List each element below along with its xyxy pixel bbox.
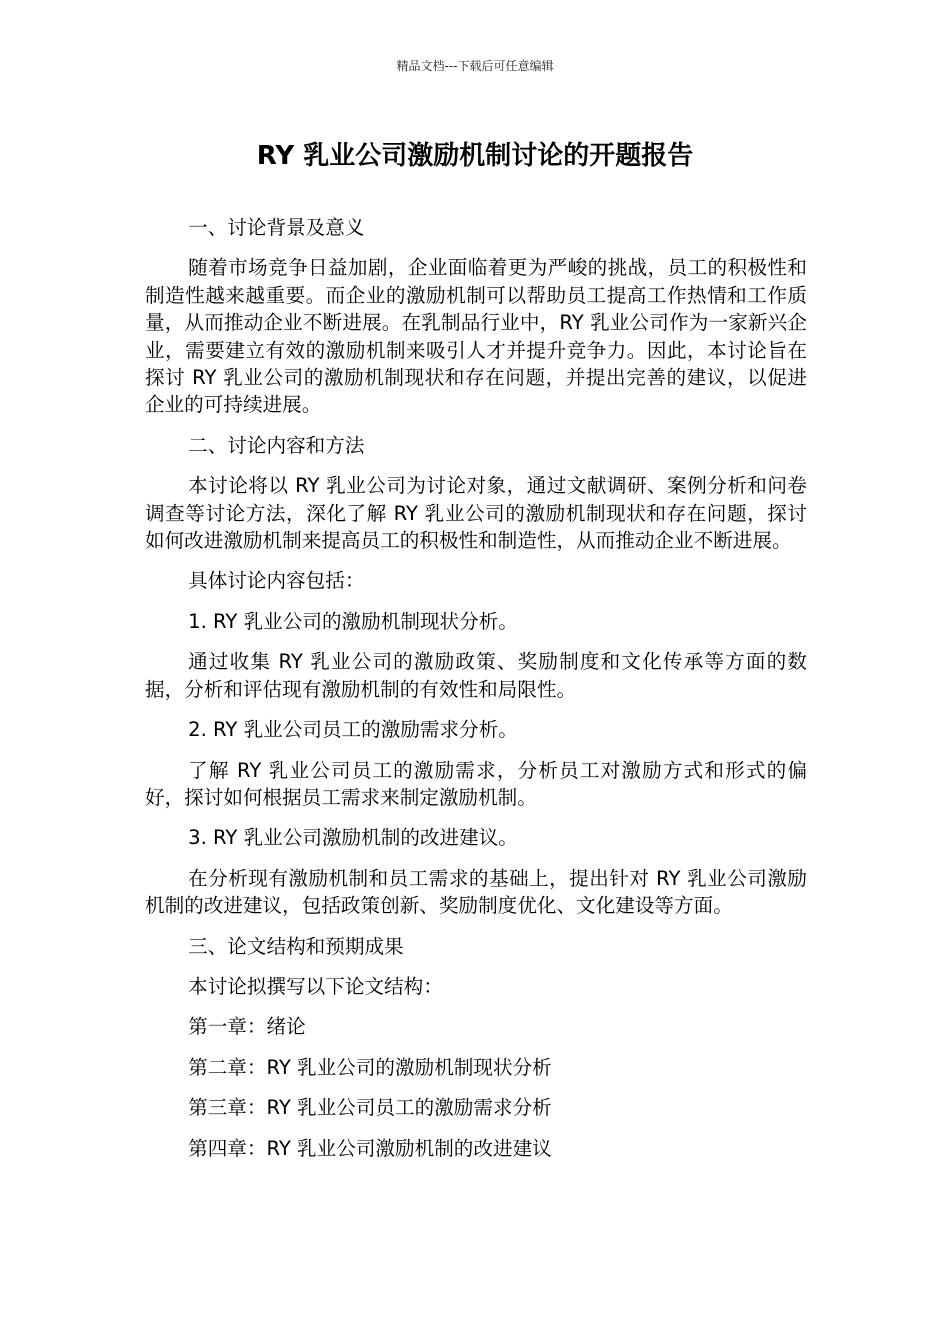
chapter-3: 第三章：RY 乳业公司员工的激励需求分析 xyxy=(188,1096,552,1120)
list-item-1: 1. RY 乳业公司的激励机制现状分析。 xyxy=(188,609,518,633)
document-body xyxy=(145,214,807,1175)
paragraph-item-3: 在分析现有激励机制和员工需求的基础上，提出针对 RY 乳业公司激励机制的改进建议，包括政策创新、奖励制度优化、文化建设等方面。 xyxy=(145,866,807,918)
document-title: RY 乳业公司激励机制讨论的开题报告 xyxy=(256,141,694,171)
paragraph-background: 随着市场竞争日益加剧，企业面临着更为严峻的挑战，员工的积极性和制造性越来越重要。而企业的激励机制可以帮助员工提高工作热情和工作质量，从而推动企业不断进展。在乳制品行业中，RY 乳业公司作为一家新兴企业，需要建立有效的激励机制来吸引人才并提升竞争力。因此，本讨论旨在探讨 RY 乳业公司的激励机制现状和存在问题，并提出完善的建议，以促进企业的可持续进展。 xyxy=(145,256,807,417)
structure-intro: 本讨论拟撰写以下论文结构： xyxy=(188,974,443,998)
section-heading-background: 一、讨论背景及意义 xyxy=(188,216,365,239)
page-header: 精品文档---下载后可任意编辑 xyxy=(396,59,554,73)
chapter-1: 第一章：绪论 xyxy=(188,1015,306,1039)
chapter-2: 第二章：RY 乳业公司的激励机制现状分析 xyxy=(188,1055,552,1079)
paragraph-item-1: 通过收集 RY 乳业公司的激励政策、奖励制度和文化传承等方面的数据，分析和评估现有激励机制的有效性和局限性。 xyxy=(145,650,807,701)
list-item-2: 2. RY 乳业公司员工的激励需求分析。 xyxy=(188,718,518,742)
chapter-4: 第四章：RY 乳业公司激励机制的改进建议 xyxy=(188,1136,552,1160)
paragraph-content-method: 本讨论将以 RY 乳业公司为讨论对象，通过文献调研、案例分析和问卷调查等讨论方法，深化了解 RY 乳业公司的激励机制现状和存在问题，探讨如何改进激励机制来提高员工的积极性和制造性，从而推动企业不断进展。 xyxy=(145,474,807,553)
subheading-specific-content: 具体讨论内容包括： xyxy=(188,569,365,593)
section-heading-content-method: 二、讨论内容和方法 xyxy=(188,433,365,457)
paragraph-item-2: 了解 RY 乳业公司员工的激励需求，分析员工对激励方式和形式的偏好，探讨如何根据员工需求来制定激励机制。 xyxy=(145,758,807,809)
section-heading-structure: 三、论文结构和预期成果 xyxy=(188,934,404,958)
list-item-3: 3. RY 乳业公司激励机制的改进建议。 xyxy=(188,826,518,850)
